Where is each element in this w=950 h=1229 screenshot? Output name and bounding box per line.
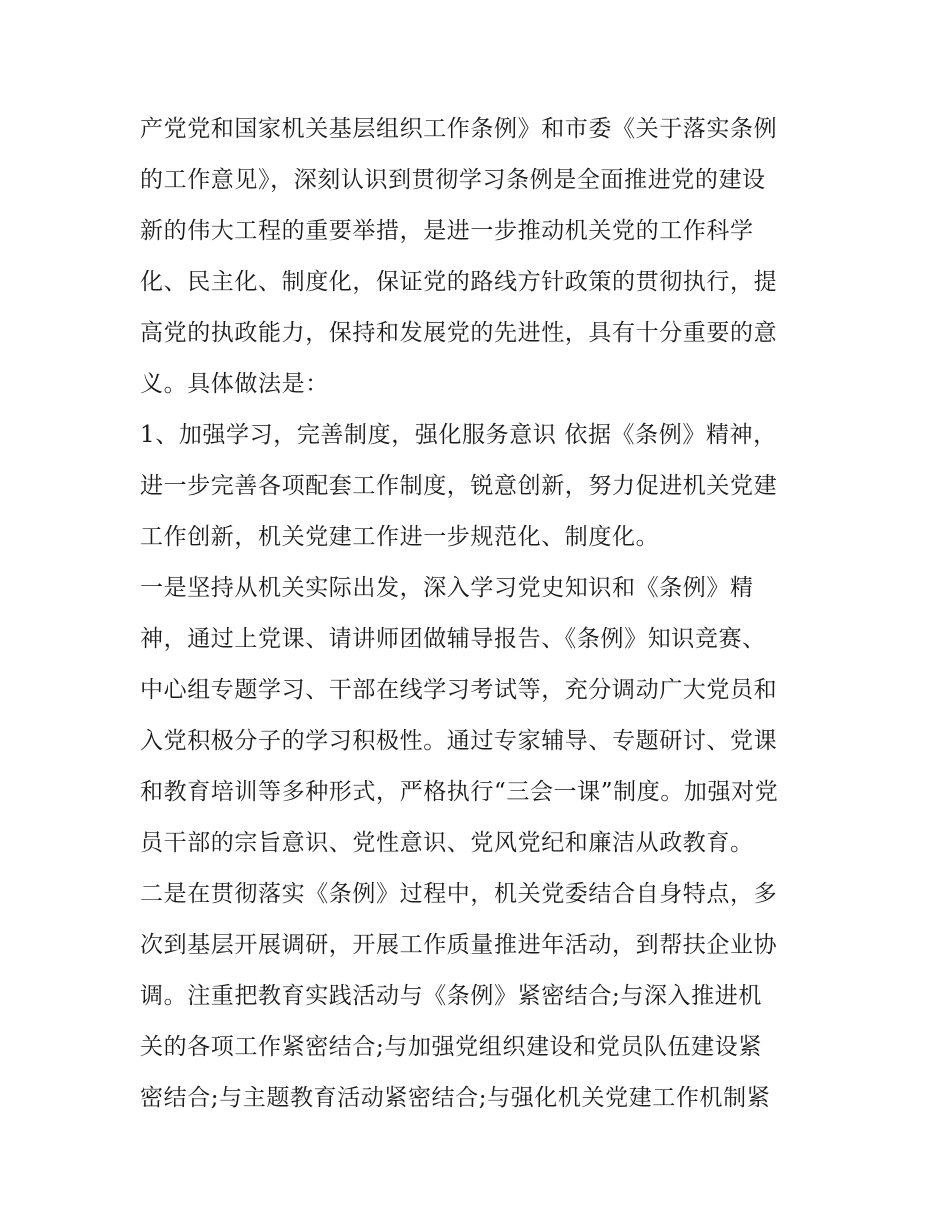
text-line: 新的伟大工程的重要举措，是进一步推动机关党的工作科学: [140, 218, 754, 244]
text-line: 产党党和国家机关基层组织工作条例》和市委《关于落实条例: [140, 116, 778, 142]
text-line: 和教育培训等多种形式，严格执行“三会一课”制度。加强对党: [140, 779, 779, 805]
body-text: [140, 104, 820, 1124]
text-line: 密结合;与主题教育活动紧密结合;与强化机关党建工作机制紧: [140, 1085, 771, 1111]
text-line: 化、民主化、制度化，保证党的路线方针政策的贯彻执行，提: [140, 269, 778, 295]
text-line: 调。注重把教育实践活动与《条例》紧密结合;与深入推进机: [140, 983, 762, 1009]
text-line: 一是坚持从机关实际出发，深入学习党史知识和《条例》精: [140, 575, 754, 601]
text-line: 神，通过上党课、请讲师团做辅导报告、《条例》知识竞赛、: [140, 626, 766, 652]
text-line: 入党积极分子的学习积极性。通过专家辅导、专题研讨、党课: [140, 728, 778, 754]
text-line: 高党的执政能力，保持和发展党的先进性，具有十分重要的意: [140, 320, 778, 346]
text-line: 1、加强学习，完善制度，强化服务意识 依据《条例》精神，: [140, 422, 777, 448]
text-line: 次到基层开展调研，开展工作质量推进年活动，到帮扶企业协: [140, 932, 778, 958]
text-line: 的工作意见》，深刻认识到贯彻学习条例是全面推进党的建设: [140, 167, 766, 193]
text-line: 员干部的宗旨意识、党性意识、党风党纪和廉洁从政教育。: [140, 830, 754, 856]
text-line: 中心组专题学习、干部在线学习考试等，充分调动广大党员和: [140, 677, 778, 703]
text-line: 义。具体做法是：: [140, 371, 329, 397]
text-line: 工作创新，机关党建工作进一步规范化、制度化。: [140, 524, 660, 550]
text-line: 二是在贯彻落实《条例》过程中，机关党委结合自身特点，多: [140, 881, 778, 907]
text-line: 进一步完善各项配套工作制度，锐意创新，努力促进机关党建: [140, 473, 778, 499]
text-line: 关的各项工作紧密结合;与加强党组织建设和党员队伍建设紧: [140, 1034, 762, 1060]
